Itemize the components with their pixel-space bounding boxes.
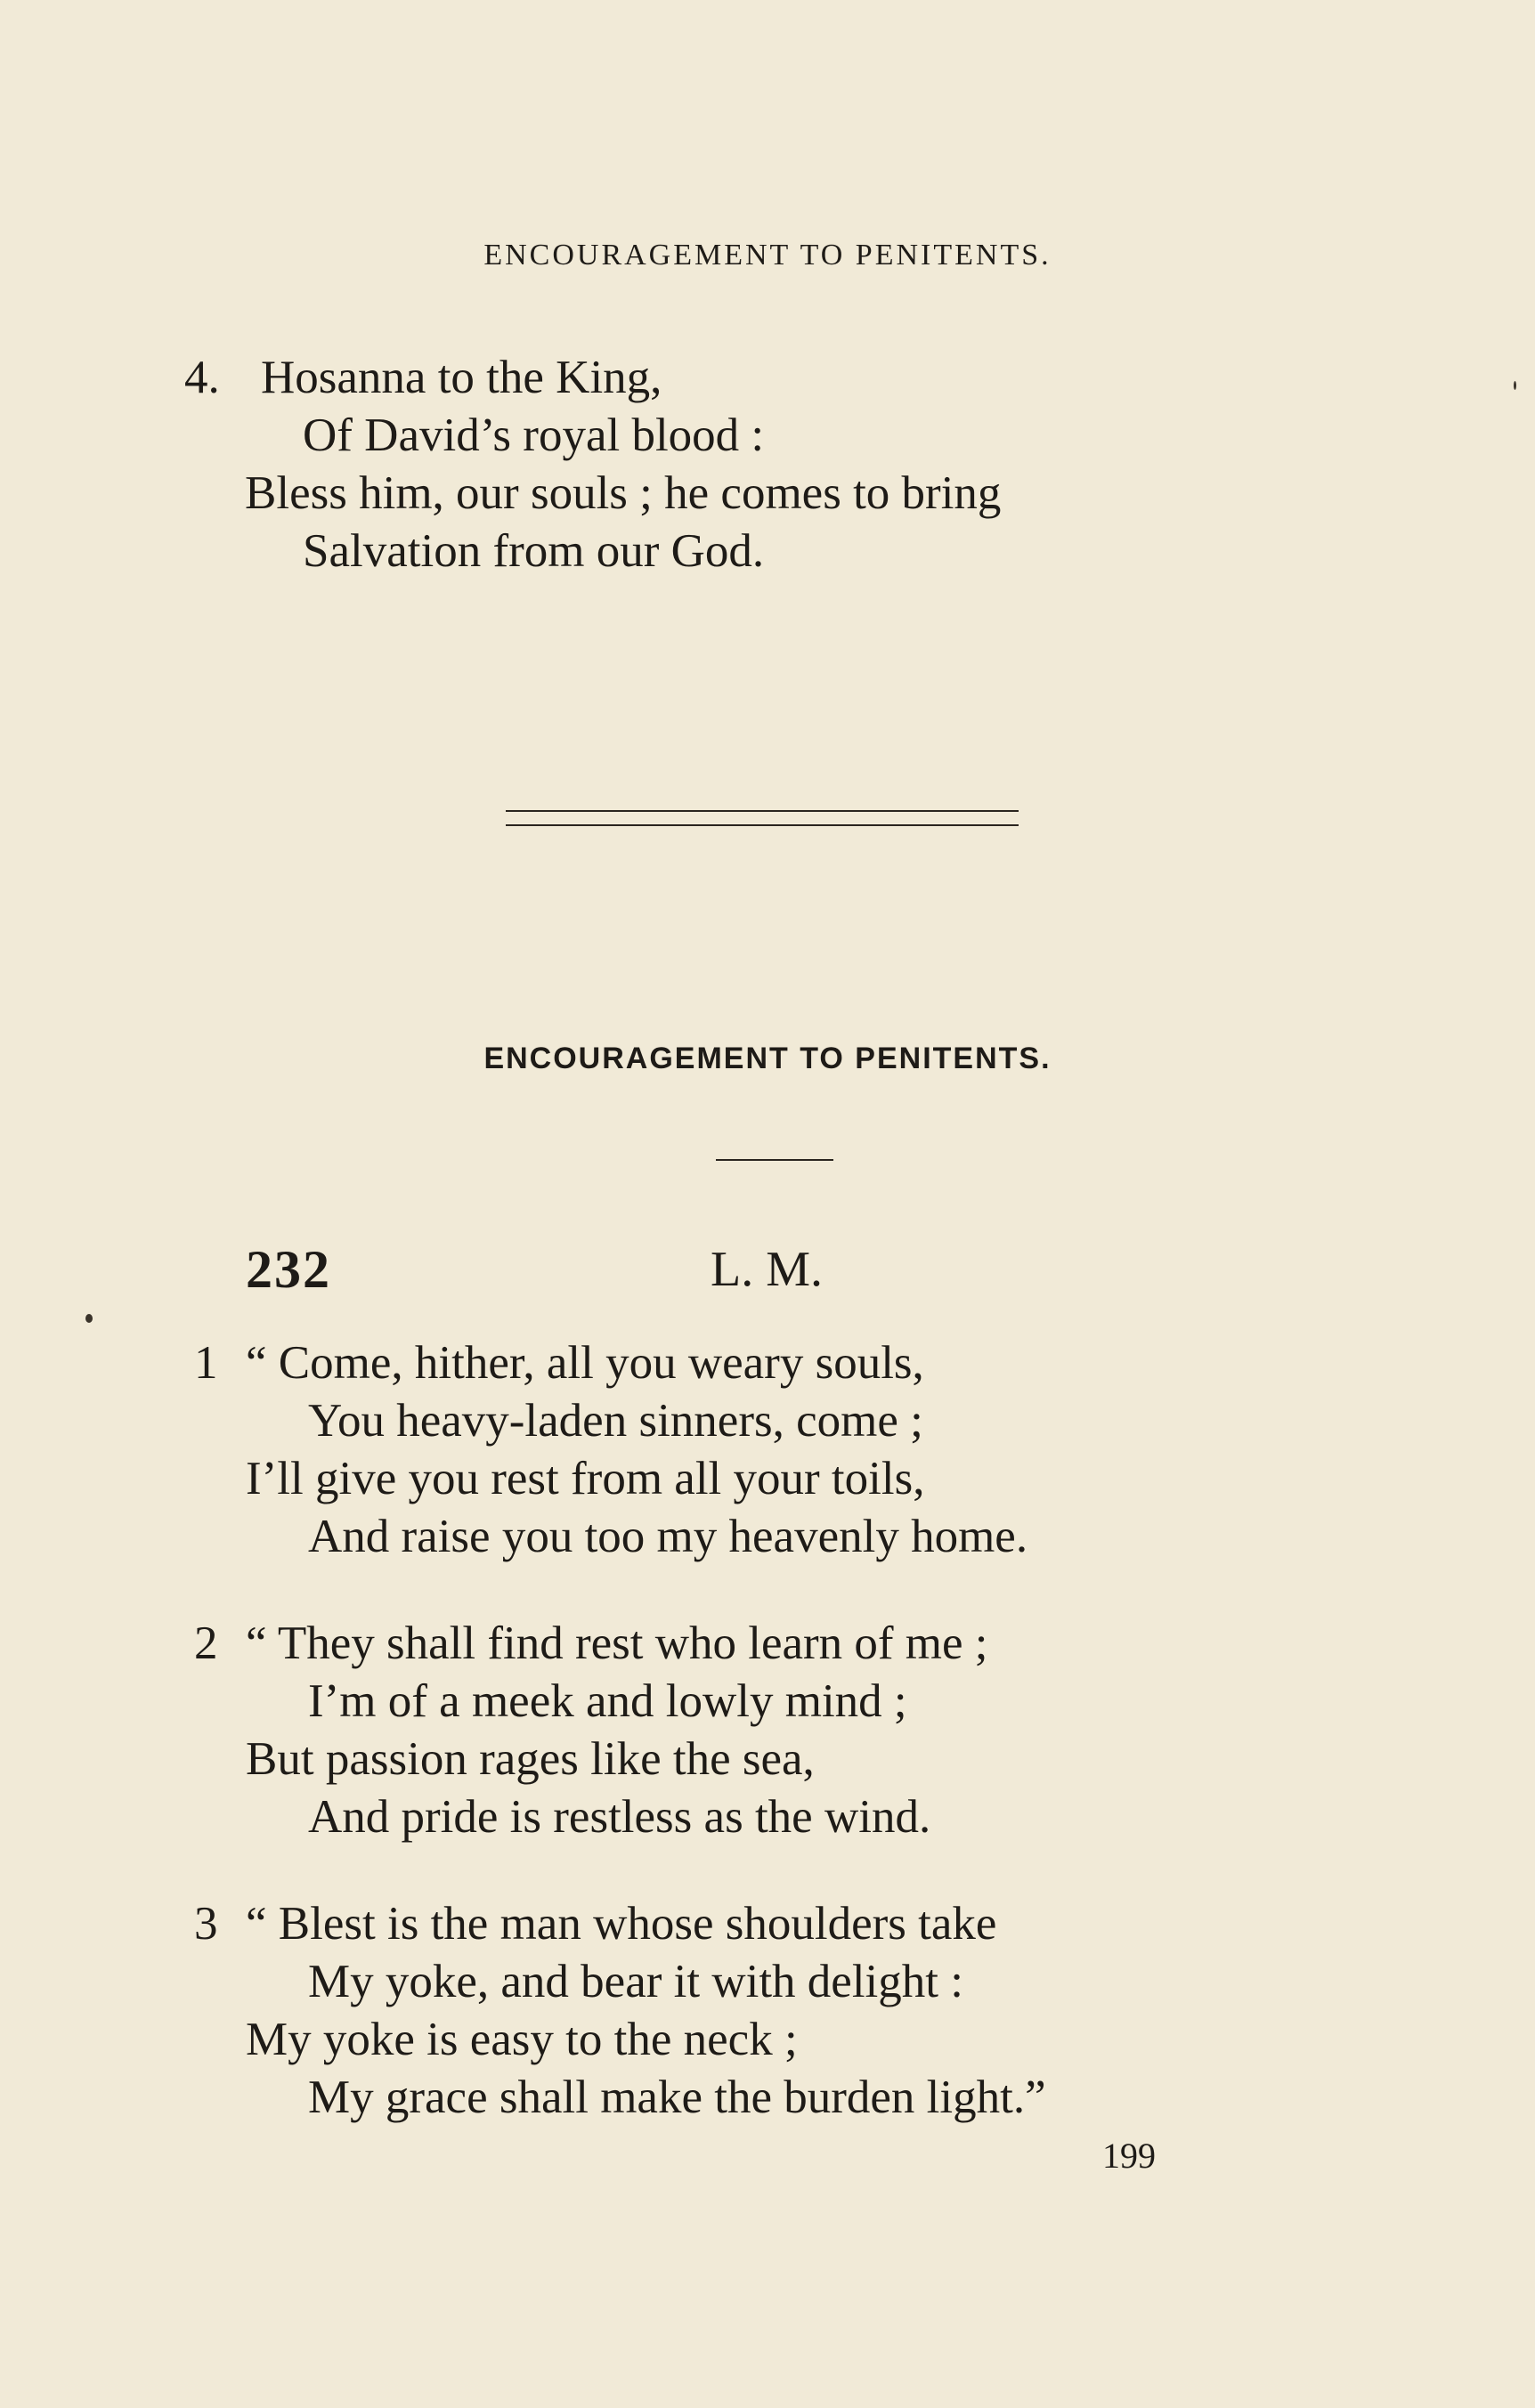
prev-stanza-number: 4. (184, 352, 220, 403)
section-title: ENCOURAGEMENT TO PENITENTS. (483, 1042, 1052, 1075)
stanza-line: And pride is restless as the wind. (308, 1791, 931, 1843)
stanza-line: I’ll give you rest from all your toils, (246, 1453, 925, 1504)
double-rule-bottom (506, 824, 1019, 826)
stanza-line: My grace shall make the burden light.” (308, 2072, 1046, 2123)
prev-stanza-line: Bless him, our souls ; he comes to bring (245, 467, 1002, 519)
print-speck (85, 1314, 93, 1323)
stanza-line: My yoke is easy to the neck ; (246, 2014, 798, 2065)
stanza-line: “ They shall find rest who learn of me ; (246, 1617, 988, 1669)
short-rule (716, 1159, 833, 1161)
print-speck (1514, 381, 1516, 390)
page-number: 199 (1102, 2136, 1156, 2176)
stanza-number: 3 (194, 1898, 218, 1950)
stanza-line: You heavy-laden sinners, come ; (308, 1395, 923, 1447)
stanza-line: “ Blest is the man whose shoulders take (246, 1898, 997, 1950)
hymn-meter: L. M. (711, 1242, 823, 1297)
prev-stanza-line: Salvation from our God. (303, 525, 765, 577)
double-rule-top (506, 810, 1019, 812)
stanza-line: But passion rages like the sea, (246, 1733, 815, 1785)
stanza-line: I’m of a meek and lowly mind ; (308, 1675, 907, 1727)
running-head: ENCOURAGEMENT TO PENITENTS. (483, 239, 1052, 272)
stanza-line: “ Come, hither, all you weary souls, (246, 1337, 924, 1389)
stanza-number: 2 (194, 1617, 218, 1669)
prev-stanza-line: Of David’s royal blood : (303, 409, 765, 461)
stanza-number: 1 (194, 1337, 218, 1389)
prev-stanza-line: Hosanna to the King, (261, 352, 662, 403)
hymn-number: 232 (246, 1240, 331, 1299)
stanza-line: And raise you too my heavenly home. (308, 1511, 1028, 1562)
stanza-line: My yoke, and bear it with delight : (308, 1956, 963, 2007)
